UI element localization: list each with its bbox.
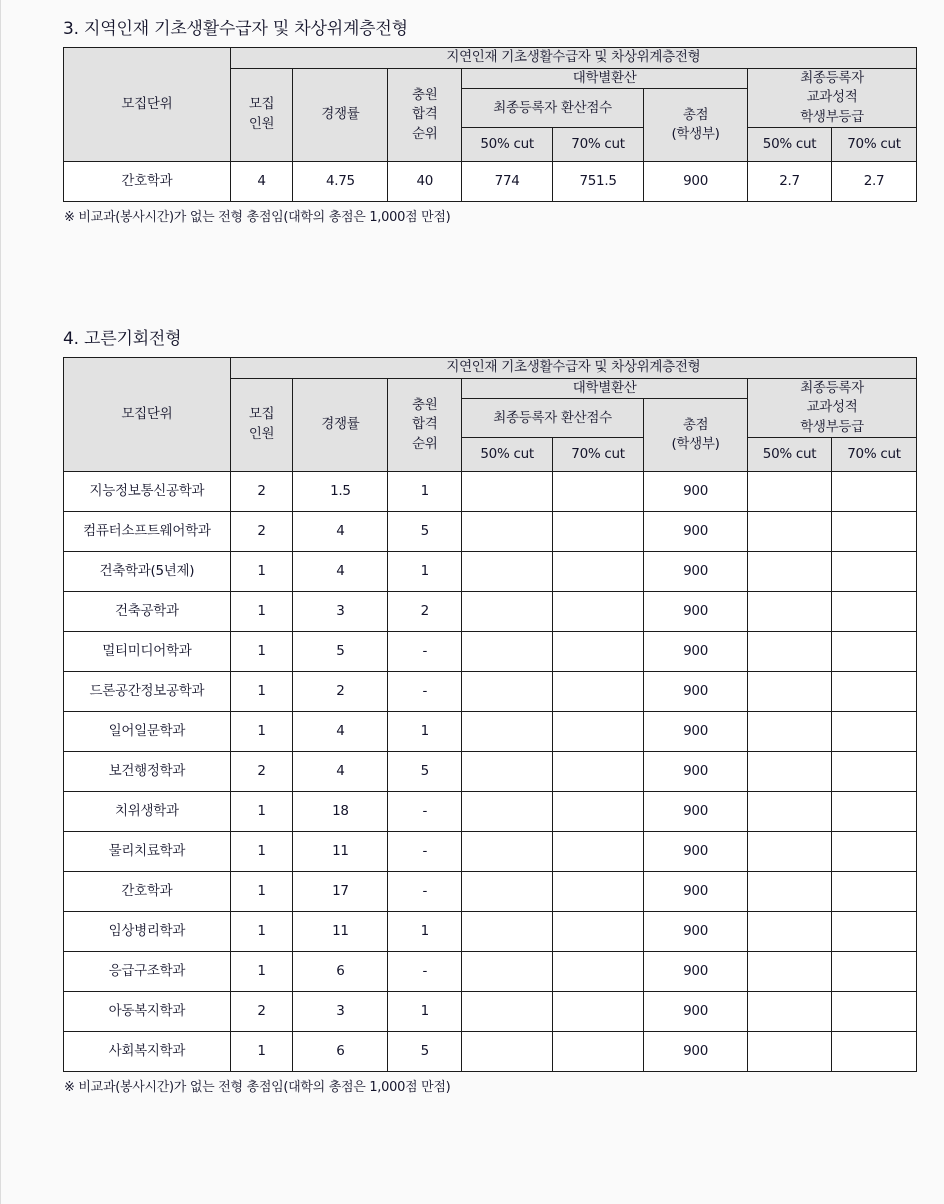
cell-conv-cut70 — [553, 552, 644, 592]
column-header-total-score — [644, 89, 748, 162]
cell-total: 900 — [644, 472, 748, 512]
cell-rank: 1 — [388, 992, 462, 1032]
cell-grade-cut70 — [831, 472, 916, 512]
cell-total: 900 — [644, 1032, 748, 1072]
column-header-conv-cut50: 50% cut — [462, 438, 553, 472]
cell-rank: - — [388, 632, 462, 672]
cell-unit: 간호학과 — [64, 162, 231, 202]
final-grade-line-1: 최종등록자 — [800, 379, 864, 396]
cell-rank: 5 — [388, 1032, 462, 1072]
cell-rank: 40 — [388, 162, 462, 202]
cell-quota: 1 — [230, 632, 293, 672]
section-equal-opportunity — [63, 328, 917, 1098]
cell-grade-cut50 — [748, 912, 832, 952]
cell-conv-cut50 — [462, 632, 553, 672]
cell-grade-cut50 — [748, 952, 832, 992]
cell-rate: 17 — [293, 872, 388, 912]
final-grade-line-1: 최종등록자 — [800, 69, 864, 86]
cell-unit: 응급구조학과 — [64, 952, 231, 992]
section-4-footnote: ※ 비교과(봉사시간)가 없는 전형 총점임(대학의 총점은 1,000점 만점) — [64, 1080, 451, 1096]
quota-line-1: 모집 — [248, 96, 275, 113]
cell-quota: 1 — [230, 712, 293, 752]
cell-unit: 멀티미디어학과 — [64, 632, 231, 672]
cell-conv-cut70 — [553, 632, 644, 672]
rank-line-1: 충원 — [412, 396, 438, 413]
column-header-grade-cut50: 50% cut — [748, 128, 832, 162]
cell-grade-cut70 — [831, 992, 916, 1032]
cell-conv-cut70 — [553, 1032, 644, 1072]
cell-unit: 간호학과 — [64, 872, 231, 912]
cell-rank: - — [388, 672, 462, 712]
cell-grade-cut70: 2.7 — [831, 162, 916, 202]
table-row — [64, 672, 917, 712]
total-line-2: (학생부) — [671, 126, 720, 143]
cell-unit: 일어일문학과 — [64, 712, 231, 752]
cell-grade-cut50 — [748, 792, 832, 832]
column-header-quota — [230, 68, 293, 162]
cell-total: 900 — [644, 912, 748, 952]
column-header-conv-cut70: 70% cut — [553, 438, 644, 472]
section-3-title: 3. 지역인재 기초생활수급자 및 차상위계층전형 — [63, 19, 408, 39]
cell-conv-cut70 — [553, 872, 644, 912]
table-row — [64, 472, 917, 512]
table-row — [64, 952, 917, 992]
total-line-1: 총점 — [682, 106, 709, 123]
cell-conv-cut50 — [462, 472, 553, 512]
cell-quota: 2 — [230, 752, 293, 792]
final-grade-line-2: 교과성적 — [806, 89, 858, 106]
column-header-additional-pass-rank — [388, 68, 462, 162]
cell-unit: 아동복지학과 — [64, 992, 231, 1032]
table-row — [64, 632, 917, 672]
rank-line-2: 합격 — [412, 106, 438, 123]
cell-quota: 1 — [230, 592, 293, 632]
cell-conv-cut50 — [462, 592, 553, 632]
cell-rank: 1 — [388, 472, 462, 512]
column-header-competition-rate: 경쟁률 — [293, 378, 388, 472]
cell-conv-cut70 — [553, 712, 644, 752]
column-header-university-conversion: 대학별환산 — [462, 68, 748, 89]
cell-total: 900 — [644, 712, 748, 752]
cell-conv-cut70 — [553, 752, 644, 792]
cell-conv-cut50 — [462, 552, 553, 592]
cell-conv-cut70 — [553, 832, 644, 872]
cell-total: 900 — [644, 832, 748, 872]
cell-total: 900 — [644, 512, 748, 552]
cell-total: 900 — [644, 632, 748, 672]
cell-conv-cut70 — [553, 992, 644, 1032]
cell-quota: 1 — [230, 912, 293, 952]
cell-quota: 1 — [230, 872, 293, 912]
cell-grade-cut70 — [831, 712, 916, 752]
column-header-group-title: 지연인재 기초생활수급자 및 차상위계층전형 — [230, 358, 916, 379]
quota-line-2: 인원 — [248, 426, 275, 442]
table-row — [64, 552, 917, 592]
column-header-final-grade — [748, 68, 917, 128]
rank-line-3: 순위 — [412, 435, 438, 452]
cell-rate: 1.5 — [293, 472, 388, 512]
cell-grade-cut70 — [831, 512, 916, 552]
cell-rate: 2 — [293, 672, 388, 712]
table-row — [64, 992, 917, 1032]
cell-rate: 4 — [293, 712, 388, 752]
cell-quota: 4 — [230, 162, 293, 202]
cell-rate: 4 — [293, 512, 388, 552]
cell-quota: 2 — [230, 472, 293, 512]
table-row — [64, 712, 917, 752]
cell-rate: 4 — [293, 552, 388, 592]
column-header-grade-cut70: 70% cut — [831, 128, 916, 162]
table-row — [64, 912, 917, 952]
cell-rate: 3 — [293, 992, 388, 1032]
cell-quota: 1 — [230, 952, 293, 992]
cell-quota: 1 — [230, 1032, 293, 1072]
column-header-unit: 모집단위 — [64, 358, 231, 472]
cell-rank: 5 — [388, 752, 462, 792]
page-edge-line — [0, 0, 1, 1204]
table-row — [64, 752, 917, 792]
header-row-1 — [64, 48, 917, 69]
cell-rank: 5 — [388, 512, 462, 552]
cell-grade-cut70 — [831, 912, 916, 952]
cell-conv-cut50: 774 — [462, 162, 553, 202]
cell-grade-cut50: 2.7 — [748, 162, 832, 202]
cell-grade-cut50 — [748, 672, 832, 712]
cell-rank: - — [388, 952, 462, 992]
cell-grade-cut70 — [831, 832, 916, 872]
cell-conv-cut70 — [553, 912, 644, 952]
cell-rate: 11 — [293, 832, 388, 872]
column-header-grade-cut50: 50% cut — [748, 438, 832, 472]
cell-grade-cut50 — [748, 552, 832, 592]
cell-grade-cut50 — [748, 752, 832, 792]
column-header-group-title: 지연인재 기초생활수급자 및 차상위계층전형 — [230, 48, 916, 69]
column-header-final-converted-score: 최종등록자 환산점수 — [462, 399, 644, 438]
cell-conv-cut70 — [553, 512, 644, 552]
section-regional-basic-livelihood — [63, 18, 917, 228]
cell-conv-cut50 — [462, 912, 553, 952]
column-header-competition-rate: 경쟁률 — [293, 68, 388, 162]
total-line-1: 총점 — [682, 416, 709, 433]
cell-unit: 지능정보통신공학과 — [64, 472, 231, 512]
cell-conv-cut70 — [553, 792, 644, 832]
cell-grade-cut70 — [831, 592, 916, 632]
cell-rank: 1 — [388, 912, 462, 952]
cell-grade-cut50 — [748, 712, 832, 752]
cell-grade-cut70 — [831, 1032, 916, 1072]
cell-conv-cut50 — [462, 712, 553, 752]
table-row — [64, 1032, 917, 1072]
cell-conv-cut50 — [462, 992, 553, 1032]
table-row — [64, 162, 917, 202]
cell-unit: 보건행정학과 — [64, 752, 231, 792]
cell-grade-cut50 — [748, 832, 832, 872]
cell-quota: 1 — [230, 832, 293, 872]
rank-line-2: 합격 — [412, 416, 438, 433]
total-line-2: (학생부) — [671, 436, 720, 453]
cell-grade-cut70 — [831, 792, 916, 832]
cell-unit: 임상병리학과 — [64, 912, 231, 952]
cell-quota: 1 — [230, 792, 293, 832]
column-header-quota — [230, 378, 293, 472]
cell-grade-cut50 — [748, 472, 832, 512]
cell-rate: 6 — [293, 952, 388, 992]
section-4-title: 4. 고른기회전형 — [63, 329, 182, 349]
quota-line-2: 인원 — [248, 116, 275, 132]
cell-total: 900 — [644, 592, 748, 632]
cell-total: 900 — [644, 752, 748, 792]
table-body-section-4 — [64, 472, 917, 1072]
cell-unit: 건축공학과 — [64, 592, 231, 632]
cell-total: 900 — [644, 872, 748, 912]
cell-rank: - — [388, 872, 462, 912]
column-header-total-score — [644, 399, 748, 472]
cell-conv-cut70: 751.5 — [553, 162, 644, 202]
cell-total: 900 — [644, 162, 748, 202]
cell-rate: 5 — [293, 632, 388, 672]
header-row-1 — [64, 358, 917, 379]
cell-unit: 물리치료학과 — [64, 832, 231, 872]
cell-conv-cut50 — [462, 832, 553, 872]
table-body-section-3 — [64, 162, 917, 202]
final-grade-line-3: 학생부등급 — [800, 418, 864, 435]
cell-total: 900 — [644, 792, 748, 832]
cell-grade-cut70 — [831, 552, 916, 592]
cell-conv-cut70 — [553, 472, 644, 512]
cell-rate: 3 — [293, 592, 388, 632]
cell-total: 900 — [644, 672, 748, 712]
cell-conv-cut50 — [462, 1032, 553, 1072]
cell-grade-cut50 — [748, 632, 832, 672]
table-row — [64, 592, 917, 632]
cell-grade-cut70 — [831, 632, 916, 672]
cell-rate: 4 — [293, 752, 388, 792]
cell-conv-cut50 — [462, 512, 553, 552]
cell-rank: 1 — [388, 552, 462, 592]
cell-grade-cut50 — [748, 1032, 832, 1072]
final-grade-line-2: 교과성적 — [806, 399, 858, 416]
cell-unit: 건축학과(5년제) — [64, 552, 231, 592]
cell-total: 900 — [644, 992, 748, 1032]
cell-conv-cut50 — [462, 672, 553, 712]
cell-quota: 1 — [230, 552, 293, 592]
cell-conv-cut70 — [553, 952, 644, 992]
cell-grade-cut50 — [748, 992, 832, 1032]
quota-line-1: 모집 — [248, 406, 275, 423]
table-row — [64, 512, 917, 552]
cell-quota: 2 — [230, 992, 293, 1032]
cell-conv-cut50 — [462, 752, 553, 792]
cell-rate: 11 — [293, 912, 388, 952]
cell-grade-cut50 — [748, 872, 832, 912]
admission-table-section-4 — [63, 357, 917, 1072]
cell-quota: 2 — [230, 512, 293, 552]
column-header-final-grade — [748, 378, 917, 438]
table-row — [64, 832, 917, 872]
table-head — [64, 48, 917, 162]
column-header-conv-cut70: 70% cut — [553, 128, 644, 162]
column-header-university-conversion: 대학별환산 — [462, 378, 748, 399]
cell-conv-cut50 — [462, 872, 553, 912]
cell-total: 900 — [644, 552, 748, 592]
cell-grade-cut70 — [831, 872, 916, 912]
cell-grade-cut70 — [831, 752, 916, 792]
table-row — [64, 792, 917, 832]
cell-rank: - — [388, 792, 462, 832]
column-header-conv-cut50: 50% cut — [462, 128, 553, 162]
cell-conv-cut70 — [553, 672, 644, 712]
cell-conv-cut50 — [462, 792, 553, 832]
cell-unit: 치위생학과 — [64, 792, 231, 832]
cell-grade-cut70 — [831, 952, 916, 992]
cell-rate: 6 — [293, 1032, 388, 1072]
column-header-grade-cut70: 70% cut — [831, 438, 916, 472]
cell-rate: 4.75 — [293, 162, 388, 202]
rank-line-3: 순위 — [412, 125, 438, 142]
final-grade-line-3: 학생부등급 — [800, 108, 864, 125]
cell-unit: 사회복지학과 — [64, 1032, 231, 1072]
section-3-footnote: ※ 비교과(봉사시간)가 없는 전형 총점임(대학의 총점은 1,000점 만점) — [64, 210, 451, 226]
rank-line-1: 충원 — [412, 86, 438, 103]
cell-conv-cut70 — [553, 592, 644, 632]
cell-rank: 1 — [388, 712, 462, 752]
table-row — [64, 872, 917, 912]
cell-rank: 2 — [388, 592, 462, 632]
cell-unit: 컴퓨터소프트웨어학과 — [64, 512, 231, 552]
cell-rate: 18 — [293, 792, 388, 832]
cell-grade-cut50 — [748, 512, 832, 552]
admission-table-section-3 — [63, 47, 917, 202]
cell-rank: - — [388, 832, 462, 872]
column-header-unit: 모집단위 — [64, 48, 231, 162]
cell-conv-cut50 — [462, 952, 553, 992]
table-head — [64, 358, 917, 472]
cell-grade-cut50 — [748, 592, 832, 632]
column-header-final-converted-score: 최종등록자 환산점수 — [462, 89, 644, 128]
column-header-additional-pass-rank — [388, 378, 462, 472]
cell-quota: 1 — [230, 672, 293, 712]
cell-unit: 드론공간정보공학과 — [64, 672, 231, 712]
cell-total: 900 — [644, 952, 748, 992]
cell-grade-cut70 — [831, 672, 916, 712]
